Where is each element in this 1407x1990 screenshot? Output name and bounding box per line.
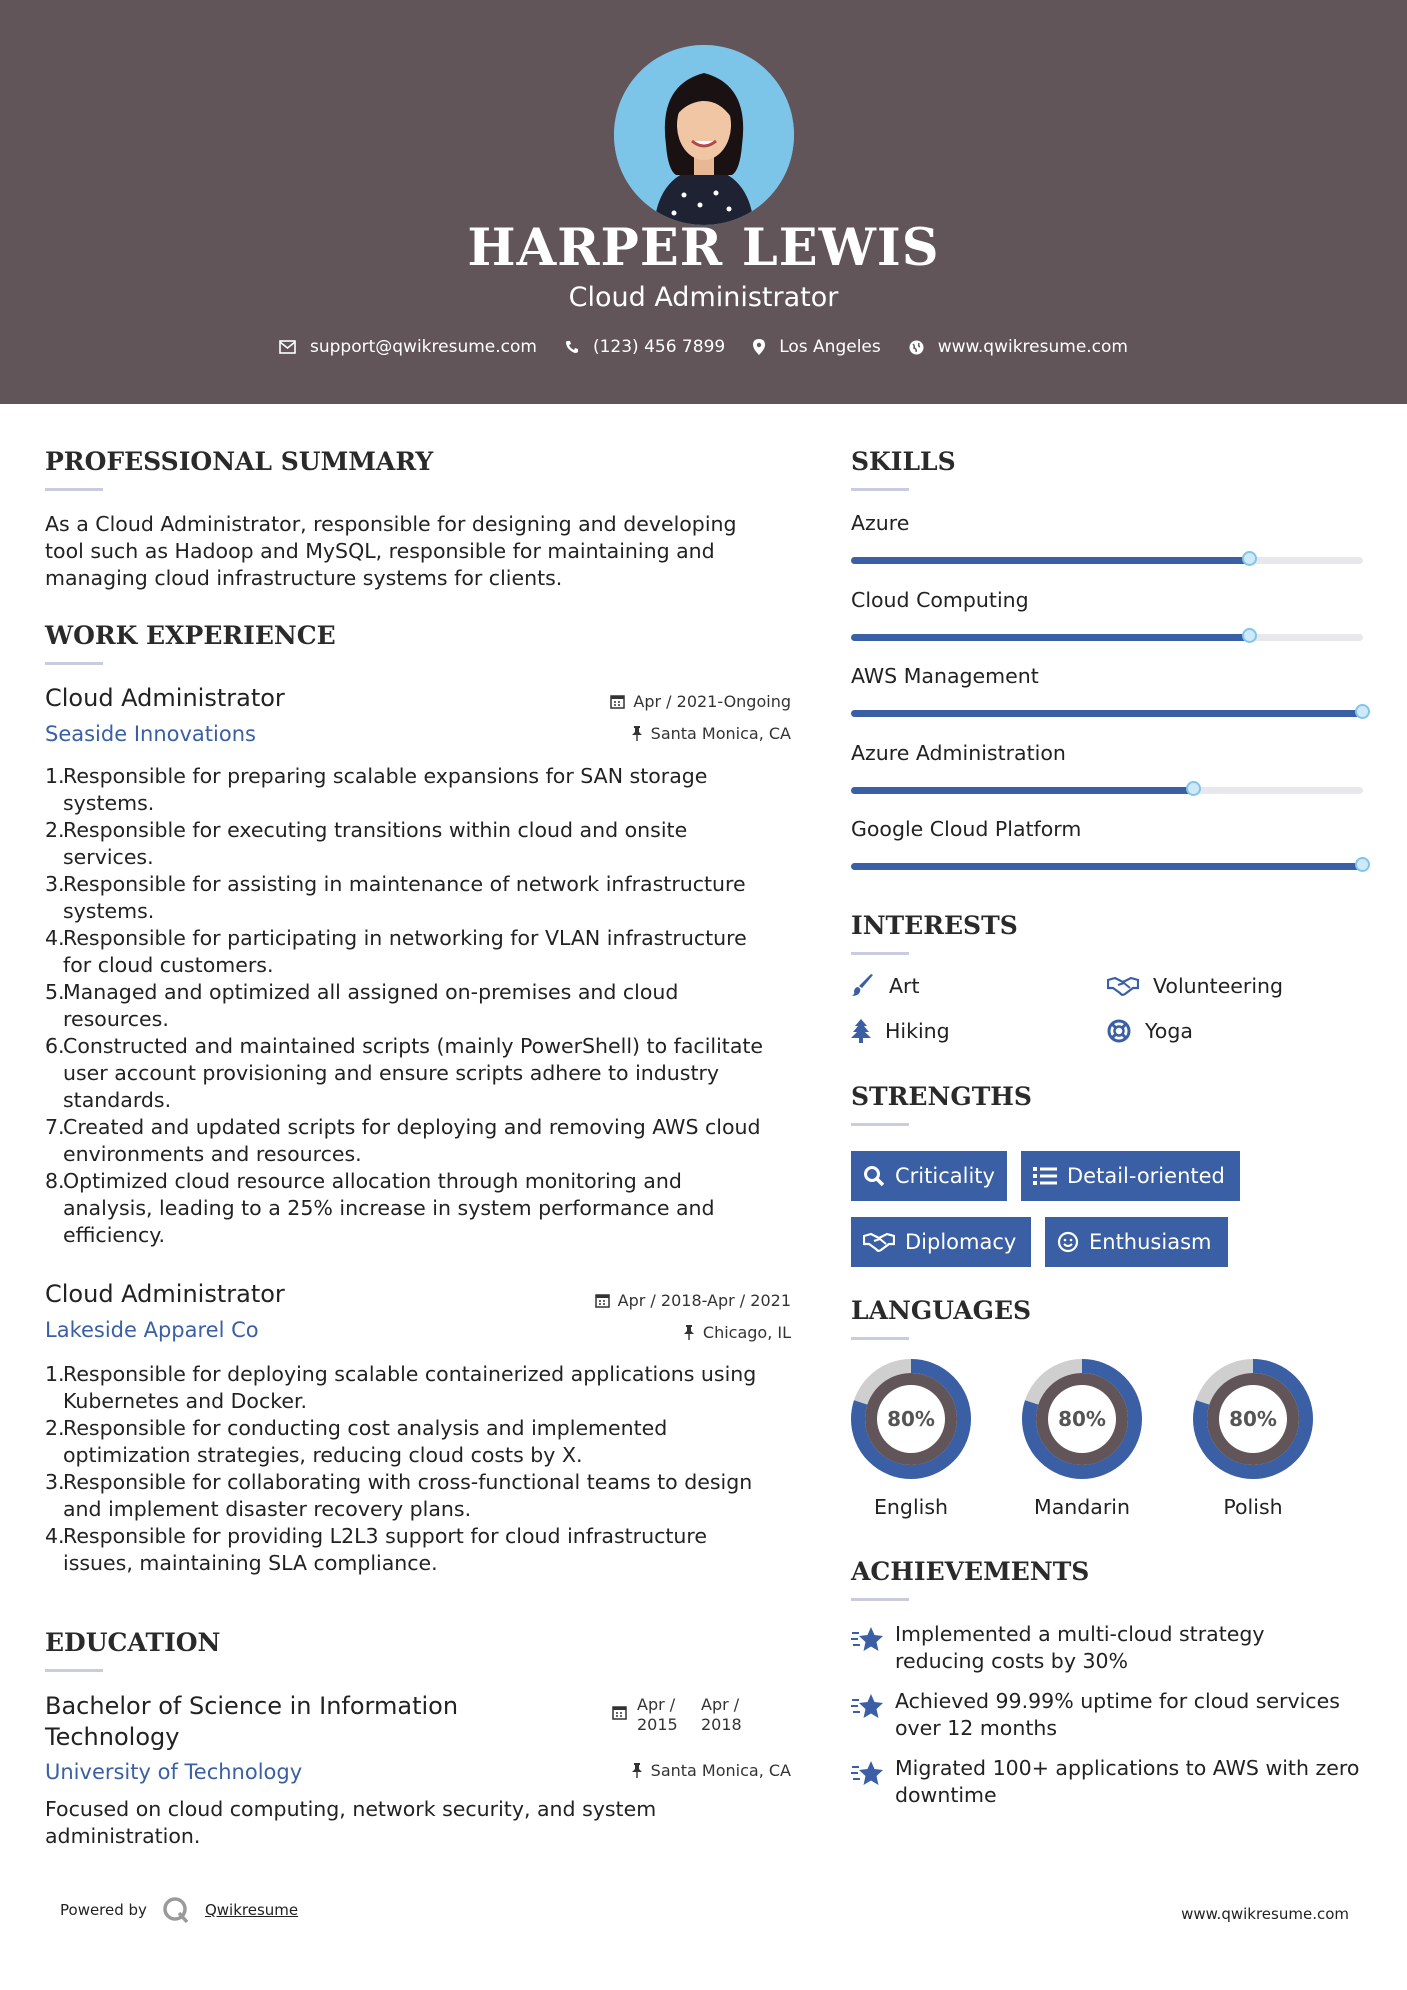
job-bullet-list [45, 1361, 823, 1577]
achievement-text: Migrated 100+ applications to AWS with zero downtime [895, 1756, 1360, 1807]
interests-heading: INTERESTS [851, 911, 1018, 940]
language-gauge [850, 1358, 972, 1480]
strengths-heading: STRENGTHS [851, 1082, 1032, 1111]
job-bullet: 4. Responsible for providing L2L3 support for cloud infrastructure issues, maintaining SLA compliance. [45, 1524, 707, 1575]
contact-bar [0, 337, 1407, 357]
qwikresume-logo-icon [161, 1895, 191, 1925]
skill-level-knob [1186, 781, 1201, 796]
strengths-rule [851, 1123, 909, 1126]
summary-text: As a Cloud Administrator, responsible for designing and developing tool such as Hadoop and MySQL, responsible for maintaining and managing cloud infrastructure systems for clients. [45, 512, 737, 590]
skill-label: Cloud Computing [851, 587, 1029, 612]
job-bullet: 3. Responsible for assisting in maintenance of network infrastructure systems. [45, 872, 746, 923]
map-pin-icon [753, 339, 765, 355]
skill-label: Azure [851, 511, 910, 535]
experience-rule [45, 662, 103, 665]
skill-label: Azure Administration [851, 740, 1066, 765]
language-percent: 80% [887, 1407, 935, 1431]
skill-bar-fill [851, 710, 1363, 717]
skill-label: AWS Management [851, 664, 1039, 688]
education-heading: EDUCATION [45, 1628, 221, 1657]
smile-icon [1057, 1231, 1079, 1253]
search-icon [863, 1165, 885, 1187]
envelope-icon [279, 340, 296, 354]
interest-volunteering: Volunteering [1107, 974, 1283, 998]
job-bullet: 6. Constructed and maintained scripts (mainly PowerShell) to facilitate user account provisioning and ensure scripts adhere to industry standards. [45, 1034, 764, 1112]
calendar-icon [595, 1293, 610, 1308]
list-icon [1033, 1166, 1057, 1186]
education-description: Focused on cloud computing, network security, and system administration. [45, 1797, 657, 1848]
job-bullet-list [45, 763, 823, 1249]
achievement-text: Implemented a multi-cloud strategy reducing costs by 30% [895, 1622, 1265, 1673]
education-location: Santa Monica, CA [500, 1761, 791, 1780]
job-bullet: 1. Responsible for preparing scalable expansions for SAN storage systems. [45, 764, 708, 815]
paintbrush-icon [851, 974, 875, 998]
contact-email[interactable] [279, 337, 537, 357]
job-bullet: 1. Responsible for deploying scalable containerized applications using Kubernetes and Docker. [45, 1362, 757, 1413]
languages-rule [851, 1337, 909, 1340]
website-text: www.qwikresume.com [937, 337, 1128, 357]
job-bullet: 7. Created and updated scripts for deploying and removing AWS cloud environments and resources. [45, 1115, 761, 1166]
achievements-rule [851, 1598, 909, 1601]
job-location: Chicago, IL [500, 1323, 791, 1342]
languages-heading: LANGUAGES [851, 1296, 1032, 1325]
skill-bar [851, 787, 1363, 794]
email-text: support@qwikresume.com [310, 337, 537, 357]
contact-website[interactable] [909, 337, 1128, 357]
language-name: Polish [1223, 1495, 1283, 1519]
strength-criticality: Criticality [851, 1151, 1007, 1201]
company-name[interactable]: Seaside Innovations [45, 722, 256, 746]
skill-bar-fill [851, 634, 1250, 641]
skill-bar-fill [851, 863, 1363, 870]
job-bullet: 2. Responsible for executing transitions within cloud and onsite services. [45, 818, 688, 869]
skills-heading: SKILLS [851, 447, 956, 476]
summary-heading: PROFESSIONAL SUMMARY [45, 447, 434, 476]
contact-phone[interactable] [565, 337, 725, 357]
job-dates: Apr / 2021-Ongoing [500, 692, 791, 711]
degree-title: Bachelor of Science in Information Technology [45, 1692, 459, 1751]
education-rule [45, 1669, 103, 1672]
strength-detail-oriented: Detail-oriented [1021, 1151, 1240, 1201]
profile-photo [614, 45, 794, 225]
footer-website[interactable]: www.qwikresume.com [1181, 1905, 1349, 1923]
phone-icon [565, 340, 579, 354]
pushpin-icon [631, 726, 643, 741]
skill-level-knob [1355, 704, 1370, 719]
job-bullet: 5. Managed and optimized all assigned on-premises and cloud resources. [45, 980, 679, 1031]
phone-text: (123) 456 7899 [592, 337, 726, 357]
powered-by: Powered by Qwikresume [60, 1895, 298, 1925]
lifebuoy-icon [1107, 1019, 1131, 1043]
handshake-icon [863, 1231, 895, 1253]
skill-level-knob [1355, 857, 1370, 872]
star-award-icon [851, 1625, 885, 1655]
interests-rule [851, 952, 909, 955]
tree-icon [851, 1019, 871, 1043]
skill-bar [851, 863, 1363, 870]
skill-bar-fill [851, 557, 1250, 564]
location-text: Los Angeles [779, 337, 881, 357]
job-title: Cloud Administrator [45, 684, 285, 712]
interest-yoga: Yoga [1107, 1019, 1193, 1043]
school-name[interactable]: University of Technology [45, 1760, 303, 1784]
achievement-text: Achieved 99.99% uptime for cloud services over 12 months [895, 1689, 1340, 1740]
job-location: Santa Monica, CA [500, 724, 791, 743]
header-band [0, 0, 1407, 404]
calendar-icon [610, 694, 625, 709]
skill-level-knob [1242, 551, 1257, 566]
skill-bar [851, 634, 1363, 641]
job-bullet: 4. Responsible for participating in networking for VLAN infrastructure for cloud customers. [45, 926, 747, 977]
experience-heading: WORK EXPERIENCE [45, 621, 336, 650]
language-percent: 80% [1058, 1407, 1106, 1431]
candidate-name: HARPER LEWIS [467, 218, 940, 278]
job-bullet: 3. Responsible for collaborating with cross-functional teams to design and implement disaster recovery plans. [45, 1470, 753, 1521]
globe-icon [909, 340, 924, 355]
education-dates: Apr / 2015 Apr / 2018 [612, 1695, 742, 1735]
star-award-icon [851, 1759, 885, 1789]
skill-bar [851, 710, 1363, 717]
brand-link[interactable]: Qwikresume [204, 1901, 299, 1919]
star-award-icon [851, 1692, 885, 1722]
language-percent: 80% [1229, 1407, 1277, 1431]
job-title: Cloud Administrator [45, 1280, 285, 1308]
job-bullet: 8. Optimized cloud resource allocation through monitoring and analysis, leading to a 25% increase in system performance and efficiency. [45, 1169, 715, 1247]
summary-rule [45, 488, 103, 491]
language-name: Mandarin [1034, 1495, 1130, 1519]
contact-location [753, 337, 881, 357]
strength-diplomacy: Diplomacy [851, 1217, 1031, 1267]
strength-enthusiasm: Enthusiasm [1045, 1217, 1228, 1267]
job-dates: Apr / 2018-Apr / 2021 [500, 1291, 791, 1310]
language-gauge [1192, 1358, 1314, 1480]
interest-art: Art [851, 974, 920, 998]
skill-bar-fill [851, 787, 1194, 794]
language-gauge [1021, 1358, 1143, 1480]
handshake-icon [1107, 975, 1139, 997]
language-name: English [873, 1495, 949, 1519]
job-bullet: 2. Responsible for conducting cost analysis and implemented optimization strategies, reducing cloud costs by X. [45, 1416, 668, 1467]
candidate-role: Cloud Administrator [568, 282, 839, 313]
skills-rule [851, 488, 909, 491]
skill-label: Google Cloud Platform [851, 817, 1082, 841]
pushpin-icon [631, 1763, 643, 1778]
achievements-heading: ACHIEVEMENTS [851, 1557, 1090, 1586]
calendar-icon [612, 1705, 627, 1720]
skill-level-knob [1242, 628, 1257, 643]
skill-bar [851, 557, 1363, 564]
interest-hiking: Hiking [851, 1019, 950, 1043]
pushpin-icon [683, 1325, 695, 1340]
company-name[interactable]: Lakeside Apparel Co [45, 1318, 259, 1342]
